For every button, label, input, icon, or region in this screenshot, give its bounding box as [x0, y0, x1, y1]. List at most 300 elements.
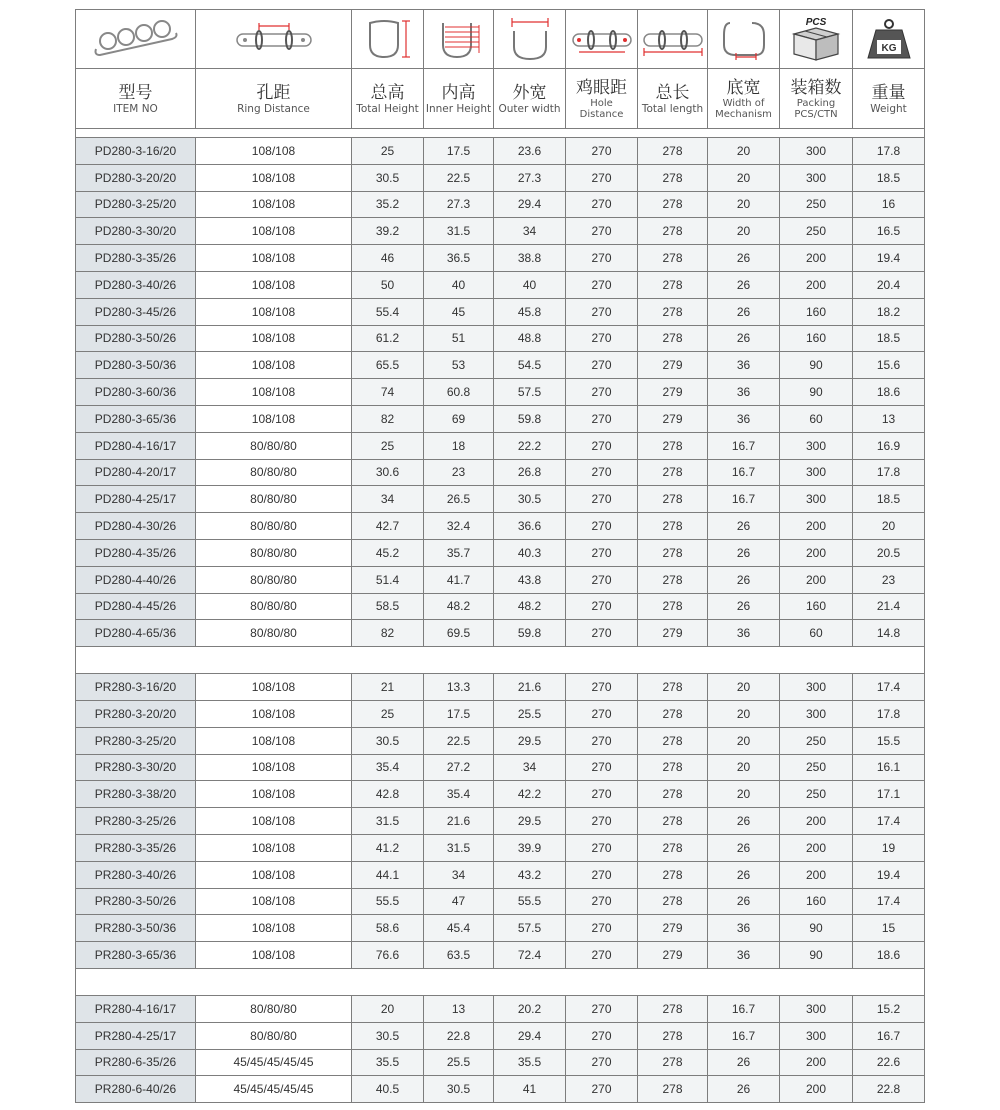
table-row	[76, 620, 925, 647]
cell-tl: 278	[638, 513, 708, 540]
cell-pk: 200	[780, 539, 853, 566]
cell-ring: 108/108	[196, 888, 352, 915]
cell-ow: 29.4	[494, 1022, 566, 1049]
cell-wt: 22.6	[853, 1049, 925, 1076]
cell-ring: 108/108	[196, 325, 352, 352]
cell-wm: 16.7	[708, 459, 780, 486]
carton-box-icon-label: PCS	[805, 17, 827, 28]
cell-hd: 270	[566, 164, 638, 191]
cell-wm: 36	[708, 405, 780, 432]
table-row	[76, 566, 925, 593]
cell-wm: 16.7	[708, 1022, 780, 1049]
cell-ring: 108/108	[196, 700, 352, 727]
cell-item: PR280-3-25/20	[76, 727, 196, 754]
table-row	[76, 700, 925, 727]
cell-tl: 278	[638, 888, 708, 915]
cell-ih: 35.7	[424, 539, 494, 566]
cell-ih: 31.5	[424, 218, 494, 245]
table-row	[76, 781, 925, 808]
cell-ring: 80/80/80	[196, 566, 352, 593]
cell-th: 39.2	[352, 218, 424, 245]
cell-ring: 108/108	[196, 379, 352, 406]
header-zh-label: 装箱数	[790, 77, 842, 98]
cell-item: PD280-3-25/20	[76, 191, 196, 218]
cell-ow: 57.5	[494, 915, 566, 942]
cell-ow: 25.5	[494, 700, 566, 727]
cell-ow: 36.6	[494, 513, 566, 540]
cell-ring: 108/108	[196, 674, 352, 701]
cell-hd: 270	[566, 352, 638, 379]
cell-th: 61.2	[352, 325, 424, 352]
cell-wt: 16.5	[853, 218, 925, 245]
cell-hd: 270	[566, 861, 638, 888]
cell-item: PD280-4-16/17	[76, 432, 196, 459]
cell-th: 45.2	[352, 539, 424, 566]
cell-item: PD280-3-50/26	[76, 325, 196, 352]
cell-wt: 19.4	[853, 861, 925, 888]
cell-pk: 250	[780, 727, 853, 754]
header-en-label: Width of Mechanism	[715, 97, 772, 120]
header-zh-label: 孔距	[256, 82, 291, 103]
cell-wm: 26	[708, 1076, 780, 1103]
cell-wm: 16.7	[708, 432, 780, 459]
cell-tl: 278	[638, 1022, 708, 1049]
cell-wm: 36	[708, 915, 780, 942]
cell-item: PD280-4-45/26	[76, 593, 196, 620]
cell-hd: 270	[566, 781, 638, 808]
header-icon-cell	[494, 10, 566, 69]
cell-th: 44.1	[352, 861, 424, 888]
header-inner-height	[424, 69, 494, 129]
cell-ih: 40	[424, 271, 494, 298]
cell-wt: 20	[853, 513, 925, 540]
cell-th: 42.8	[352, 781, 424, 808]
cell-hd: 270	[566, 700, 638, 727]
cell-wt: 17.8	[853, 138, 925, 165]
cell-wm: 26	[708, 271, 780, 298]
section-spacer-row	[76, 968, 925, 995]
cell-wt: 18.5	[853, 486, 925, 513]
header-en-label: ITEM NO	[113, 102, 158, 115]
cell-wt: 18.6	[853, 379, 925, 406]
cell-pk: 90	[780, 942, 853, 969]
cell-hd: 270	[566, 566, 638, 593]
cell-th: 46	[352, 245, 424, 272]
cell-ih: 32.4	[424, 513, 494, 540]
cell-tl: 278	[638, 325, 708, 352]
cell-item: PR280-3-65/36	[76, 942, 196, 969]
cell-ow: 54.5	[494, 352, 566, 379]
cell-hd: 270	[566, 834, 638, 861]
table-row	[76, 888, 925, 915]
cell-ow: 48.2	[494, 593, 566, 620]
cell-th: 74	[352, 379, 424, 406]
header-packing	[780, 69, 853, 129]
cell-wt: 16.1	[853, 754, 925, 781]
cell-ih: 22.8	[424, 1022, 494, 1049]
cell-tl: 279	[638, 620, 708, 647]
cell-item: PR280-3-40/26	[76, 861, 196, 888]
cell-wt: 18.6	[853, 942, 925, 969]
header-en-label: Packing PCS/CTN	[794, 97, 838, 120]
cell-hd: 270	[566, 888, 638, 915]
cell-ow: 43.8	[494, 566, 566, 593]
cell-item: PR280-3-20/20	[76, 700, 196, 727]
cell-pk: 300	[780, 432, 853, 459]
cell-wt: 21.4	[853, 593, 925, 620]
cell-item: PR280-3-38/20	[76, 781, 196, 808]
cell-ow: 55.5	[494, 888, 566, 915]
cell-ih: 60.8	[424, 379, 494, 406]
cell-th: 31.5	[352, 808, 424, 835]
header-gap-cell	[76, 129, 925, 138]
cell-ow: 35.5	[494, 1049, 566, 1076]
header-icon-row	[76, 10, 925, 69]
cell-item: PR280-3-30/20	[76, 754, 196, 781]
cell-th: 76.6	[352, 942, 424, 969]
cell-wm: 36	[708, 352, 780, 379]
cell-ow: 39.9	[494, 834, 566, 861]
cell-ih: 13	[424, 995, 494, 1022]
header-outer-width	[494, 69, 566, 129]
cell-tl: 278	[638, 861, 708, 888]
cell-tl: 278	[638, 593, 708, 620]
cell-th: 40.5	[352, 1076, 424, 1103]
cell-tl: 278	[638, 218, 708, 245]
cell-th: 41.2	[352, 834, 424, 861]
cell-ow: 34	[494, 218, 566, 245]
cell-th: 65.5	[352, 352, 424, 379]
table-row	[76, 834, 925, 861]
header-label-row	[76, 69, 925, 129]
cell-tl: 278	[638, 1076, 708, 1103]
cell-th: 35.2	[352, 191, 424, 218]
cell-tl: 279	[638, 405, 708, 432]
cell-wm: 26	[708, 1049, 780, 1076]
table-row	[76, 379, 925, 406]
cell-item: PR280-6-40/26	[76, 1076, 196, 1103]
cell-hd: 270	[566, 379, 638, 406]
cell-hd: 270	[566, 138, 638, 165]
header-weight	[853, 69, 925, 129]
cell-th: 82	[352, 620, 424, 647]
cell-ih: 17.5	[424, 138, 494, 165]
cell-tl: 278	[638, 727, 708, 754]
cell-wm: 26	[708, 298, 780, 325]
cell-hd: 270	[566, 325, 638, 352]
header-zh-label: 底宽	[726, 77, 761, 98]
cell-pk: 200	[780, 1049, 853, 1076]
cell-wm: 20	[708, 218, 780, 245]
cell-ring: 108/108	[196, 405, 352, 432]
table-row	[76, 674, 925, 701]
section-spacer-cell	[76, 968, 925, 995]
header-icon-cell	[76, 10, 196, 69]
cell-item: PR280-3-50/36	[76, 915, 196, 942]
cell-ring: 108/108	[196, 191, 352, 218]
header-zh-label: 鸡眼距	[576, 77, 627, 98]
hole-distance-icon	[569, 22, 635, 56]
cell-wm: 20	[708, 164, 780, 191]
cell-th: 30.6	[352, 459, 424, 486]
cell-wt: 16.9	[853, 432, 925, 459]
cell-ow: 59.8	[494, 620, 566, 647]
cell-tl: 278	[638, 995, 708, 1022]
cell-hd: 270	[566, 245, 638, 272]
cell-th: 58.6	[352, 915, 424, 942]
cell-wm: 26	[708, 861, 780, 888]
cell-hd: 270	[566, 1049, 638, 1076]
cell-wt: 15.2	[853, 995, 925, 1022]
cell-pk: 200	[780, 861, 853, 888]
cell-th: 25	[352, 700, 424, 727]
table-row	[76, 164, 925, 191]
header-en-label: Total Height	[356, 102, 419, 115]
cell-ring: 80/80/80	[196, 995, 352, 1022]
cell-wm: 26	[708, 566, 780, 593]
table-body	[76, 10, 925, 1103]
header-zh-label: 总长	[655, 82, 690, 103]
header-zh-label: 型号	[118, 82, 153, 103]
cell-tl: 279	[638, 352, 708, 379]
cell-ow: 48.8	[494, 325, 566, 352]
cell-pk: 200	[780, 808, 853, 835]
cell-ih: 23	[424, 459, 494, 486]
cell-ring: 108/108	[196, 164, 352, 191]
cell-hd: 270	[566, 995, 638, 1022]
weight-kg-icon	[864, 16, 914, 62]
cell-hd: 270	[566, 191, 638, 218]
cell-wt: 22.8	[853, 1076, 925, 1103]
cell-ow: 20.2	[494, 995, 566, 1022]
cell-tl: 278	[638, 459, 708, 486]
cell-wm: 16.7	[708, 486, 780, 513]
cell-ow: 21.6	[494, 674, 566, 701]
cell-item: PD280-3-35/26	[76, 245, 196, 272]
header-width-of-mechanism	[708, 69, 780, 129]
table-row	[76, 218, 925, 245]
cell-th: 51.4	[352, 566, 424, 593]
cell-wm: 26	[708, 888, 780, 915]
cell-item: PD280-4-30/26	[76, 513, 196, 540]
cell-ih: 17.5	[424, 700, 494, 727]
table-row	[76, 593, 925, 620]
cell-ih: 63.5	[424, 942, 494, 969]
cell-pk: 300	[780, 995, 853, 1022]
cell-ow: 29.4	[494, 191, 566, 218]
cell-th: 20	[352, 995, 424, 1022]
cell-ih: 30.5	[424, 1076, 494, 1103]
cell-pk: 160	[780, 298, 853, 325]
cell-tl: 278	[638, 674, 708, 701]
header-icon-cell	[708, 10, 780, 69]
cell-wt: 20.5	[853, 539, 925, 566]
cell-ow: 45.8	[494, 298, 566, 325]
cell-tl: 278	[638, 781, 708, 808]
cell-wm: 36	[708, 942, 780, 969]
cell-item: PR280-3-25/26	[76, 808, 196, 835]
cell-wt: 15.6	[853, 352, 925, 379]
cell-item: PD280-4-25/17	[76, 486, 196, 513]
cell-wt: 20.4	[853, 271, 925, 298]
cell-th: 30.5	[352, 164, 424, 191]
header-icon-cell	[196, 10, 352, 69]
cell-ring: 108/108	[196, 218, 352, 245]
table-row	[76, 486, 925, 513]
ring-distance-icon	[229, 22, 319, 56]
cell-ring: 80/80/80	[196, 459, 352, 486]
cell-th: 50	[352, 271, 424, 298]
cell-th: 35.4	[352, 754, 424, 781]
cell-wt: 15.5	[853, 727, 925, 754]
cell-hd: 270	[566, 271, 638, 298]
cell-ih: 22.5	[424, 164, 494, 191]
cell-wt: 17.4	[853, 674, 925, 701]
cell-item: PD280-4-35/26	[76, 539, 196, 566]
header-total-height	[352, 69, 424, 129]
cell-item: PR280-3-50/26	[76, 888, 196, 915]
cell-ih: 18	[424, 432, 494, 459]
table-row	[76, 915, 925, 942]
cell-ring: 108/108	[196, 727, 352, 754]
cell-wm: 20	[708, 781, 780, 808]
header-zh-label: 总高	[370, 82, 405, 103]
cell-item: PR280-4-25/17	[76, 1022, 196, 1049]
cell-pk: 250	[780, 781, 853, 808]
table-row	[76, 138, 925, 165]
cell-ring: 108/108	[196, 808, 352, 835]
cell-wt: 16.7	[853, 1022, 925, 1049]
cell-ih: 47	[424, 888, 494, 915]
cell-pk: 160	[780, 888, 853, 915]
cell-wm: 26	[708, 808, 780, 835]
table-row	[76, 754, 925, 781]
cell-item: PD280-4-65/36	[76, 620, 196, 647]
header-zh-label: 重量	[871, 82, 906, 103]
table-row	[76, 271, 925, 298]
cell-hd: 270	[566, 942, 638, 969]
cell-hd: 270	[566, 298, 638, 325]
cell-item: PD280-3-20/20	[76, 164, 196, 191]
cell-pk: 300	[780, 459, 853, 486]
header-icon-cell	[780, 10, 853, 69]
cell-pk: 160	[780, 325, 853, 352]
cell-wm: 26	[708, 245, 780, 272]
cell-ring: 108/108	[196, 754, 352, 781]
cell-th: 55.4	[352, 298, 424, 325]
cell-ring: 45/45/45/45/45	[196, 1049, 352, 1076]
cell-pk: 200	[780, 513, 853, 540]
table-row	[76, 539, 925, 566]
cell-ih: 34	[424, 861, 494, 888]
total-height-ring-icon	[360, 17, 416, 61]
header-hole-distance	[566, 69, 638, 129]
cell-item: PD280-3-50/36	[76, 352, 196, 379]
cell-item: PD280-3-45/26	[76, 298, 196, 325]
cell-ih: 35.4	[424, 781, 494, 808]
cell-pk: 300	[780, 138, 853, 165]
cell-ring: 80/80/80	[196, 593, 352, 620]
cell-wm: 20	[708, 674, 780, 701]
cell-wt: 18.2	[853, 298, 925, 325]
cell-wm: 26	[708, 834, 780, 861]
header-total-length	[638, 69, 708, 129]
cell-ring: 80/80/80	[196, 620, 352, 647]
cell-ow: 30.5	[494, 486, 566, 513]
cell-ih: 45	[424, 298, 494, 325]
cell-pk: 250	[780, 754, 853, 781]
cell-pk: 200	[780, 1076, 853, 1103]
table-row	[76, 405, 925, 432]
cell-wm: 20	[708, 138, 780, 165]
cell-hd: 270	[566, 593, 638, 620]
cell-hd: 270	[566, 1076, 638, 1103]
cell-tl: 279	[638, 379, 708, 406]
cell-ih: 26.5	[424, 486, 494, 513]
cell-pk: 60	[780, 620, 853, 647]
cell-ring: 80/80/80	[196, 1022, 352, 1049]
cell-pk: 60	[780, 405, 853, 432]
cell-pk: 200	[780, 271, 853, 298]
cell-pk: 90	[780, 352, 853, 379]
cell-tl: 278	[638, 432, 708, 459]
cell-ring: 80/80/80	[196, 539, 352, 566]
cell-wm: 20	[708, 754, 780, 781]
cell-wt: 17.1	[853, 781, 925, 808]
cell-tl: 278	[638, 1049, 708, 1076]
cell-pk: 200	[780, 566, 853, 593]
header-en-label: Total length	[641, 102, 704, 115]
cell-item: PD280-4-20/17	[76, 459, 196, 486]
cell-ih: 69.5	[424, 620, 494, 647]
cell-ih: 69	[424, 405, 494, 432]
cell-ring: 80/80/80	[196, 486, 352, 513]
cell-ih: 45.4	[424, 915, 494, 942]
header-gap-row	[76, 129, 925, 138]
cell-pk: 160	[780, 593, 853, 620]
table-row	[76, 245, 925, 272]
cell-ih: 48.2	[424, 593, 494, 620]
cell-wt: 17.8	[853, 459, 925, 486]
cell-th: 35.5	[352, 1049, 424, 1076]
cell-ow: 38.8	[494, 245, 566, 272]
cell-wm: 20	[708, 727, 780, 754]
cell-pk: 90	[780, 379, 853, 406]
cell-ring: 108/108	[196, 861, 352, 888]
cell-wt: 14.8	[853, 620, 925, 647]
cell-ring: 80/80/80	[196, 513, 352, 540]
cell-ow: 57.5	[494, 379, 566, 406]
table-row	[76, 191, 925, 218]
weight-kg-icon-label: KG	[881, 43, 896, 54]
specification-table	[75, 9, 925, 1103]
header-en-label: Outer width	[498, 102, 561, 115]
inner-height-ring-icon	[431, 17, 487, 61]
cell-ring: 108/108	[196, 915, 352, 942]
header-en-label: Weight	[870, 102, 907, 115]
cell-pk: 300	[780, 674, 853, 701]
carton-box-icon	[786, 16, 846, 62]
table-row	[76, 298, 925, 325]
cell-ow: 40.3	[494, 539, 566, 566]
cell-hd: 270	[566, 539, 638, 566]
cell-wt: 18.5	[853, 325, 925, 352]
cell-item: PD280-3-40/26	[76, 271, 196, 298]
cell-pk: 250	[780, 218, 853, 245]
cell-th: 25	[352, 138, 424, 165]
section-spacer-cell	[76, 647, 925, 674]
header-en-label: Inner Height	[425, 102, 492, 115]
